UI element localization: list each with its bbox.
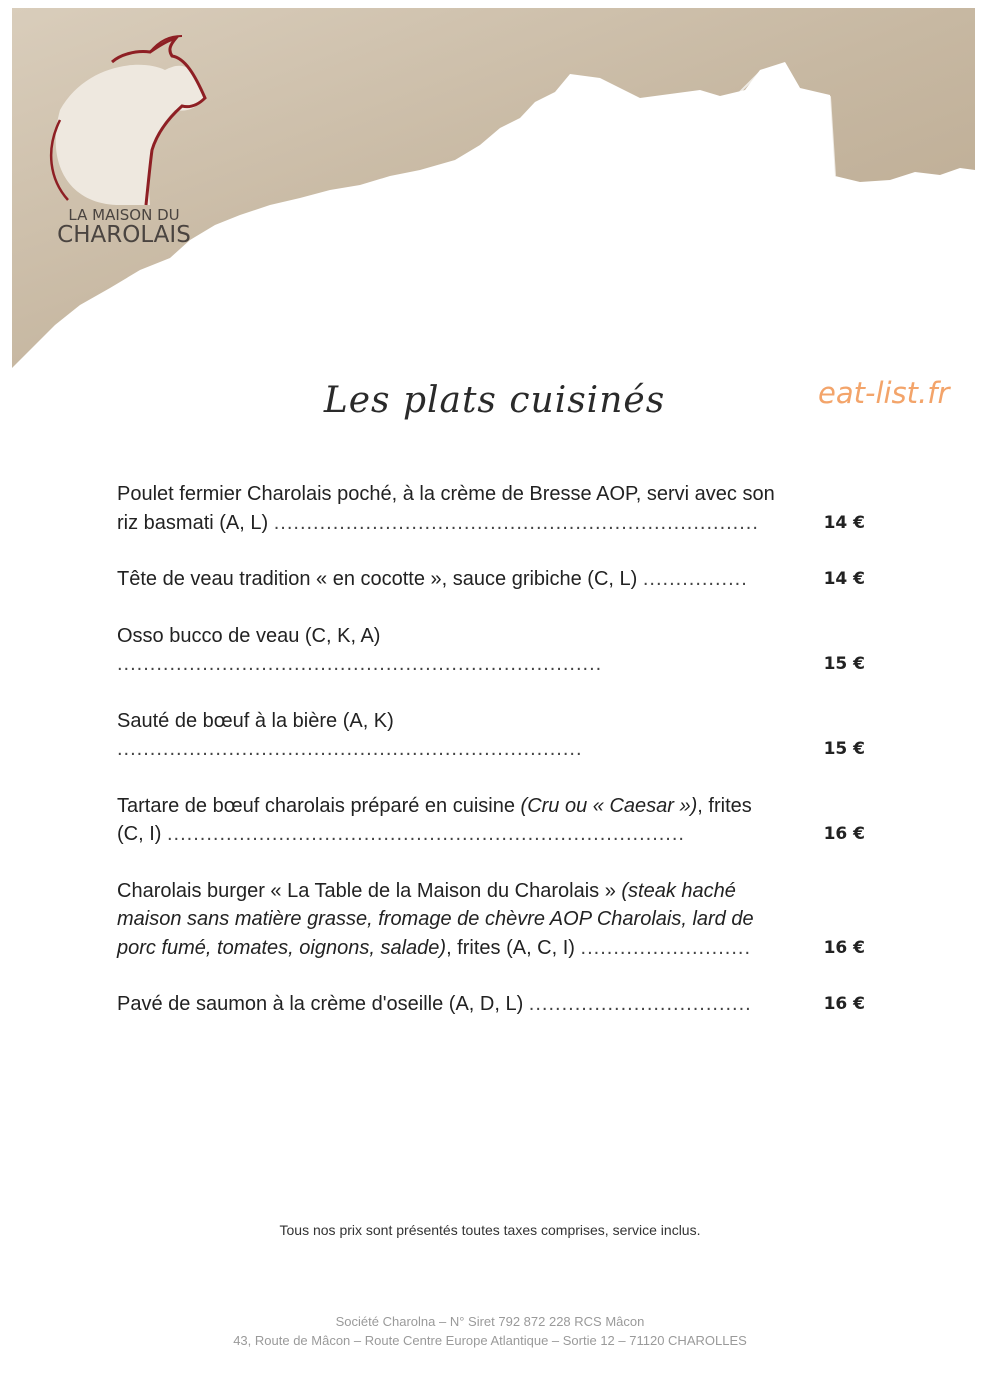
dish-sides: , frites (A, C, I) xyxy=(446,936,575,959)
menu-item xyxy=(117,990,877,1019)
menu-list xyxy=(117,480,877,1047)
dot-leader: .......................................................................... xyxy=(273,511,759,534)
watermark-text: eat-list.fr xyxy=(818,376,950,410)
footer xyxy=(0,1312,980,1350)
dish-price: 16 € xyxy=(823,824,865,844)
page-title: Les plats cuisinés xyxy=(323,380,666,421)
logo-line-1: LA MAISON DU xyxy=(68,206,180,224)
dish-name: Osso bucco de veau (C, K, A) xyxy=(117,624,381,647)
dish-price: 16 € xyxy=(823,937,865,958)
dish-description: (Cru ou « Caesar ») xyxy=(520,794,698,817)
menu-item xyxy=(117,480,877,537)
dot-leader: ............................................................................... xyxy=(167,823,685,845)
menu-item xyxy=(117,877,877,963)
dot-leader: .......................... xyxy=(580,936,752,959)
dish-name: Tête de veau tradition « en cocotte », sauce gribiche (C, L) xyxy=(117,568,638,590)
dish-name: Poulet fermier Charolais poché, à la crème de Bresse AOP, servi avec son riz basmati (A, L) xyxy=(117,483,775,534)
dish-name: Sauté de bœuf à la bière (A, K) xyxy=(117,709,394,732)
dish-price: 14 € xyxy=(823,512,865,533)
menu-item xyxy=(117,792,877,849)
footer-company-line: Société Charolna – N° Siret 792 872 228 RCS Mâcon xyxy=(335,1314,645,1329)
dish-sides: , frites (C, I) xyxy=(117,794,752,845)
tax-note: Tous nos prix sont présentés toutes taxes comprises, service inclus. xyxy=(279,1222,701,1238)
dot-leader: .................................. xyxy=(528,993,752,1015)
dish-price: 15 € xyxy=(823,739,865,759)
dot-leader: .......................................................................... xyxy=(117,653,603,675)
dish-price: 16 € xyxy=(823,994,865,1014)
header-decoration xyxy=(0,0,989,380)
menu-item xyxy=(117,565,877,594)
dish-name: Charolais burger « La Table de la Maison du Charolais » xyxy=(117,879,622,902)
menu-item xyxy=(117,622,877,679)
dot-leader: ................ xyxy=(642,568,748,590)
footer-address-line: 43, Route de Mâcon – Route Centre Europe Atlantique – Sortie 12 – 71120 CHAROLLES xyxy=(233,1333,747,1348)
dot-leader: ....................................................................... xyxy=(117,738,583,760)
logo-line-2: CHAROLAIS xyxy=(57,222,191,248)
dish-name: Tartare de bœuf charolais préparé en cuisine xyxy=(117,794,521,817)
dish-price: 14 € xyxy=(823,569,865,589)
dish-price: 15 € xyxy=(823,654,865,674)
dish-description: (steak haché maison sans matière grasse, fromage de chèvre AOP Charolais, lard de porc fumé, tomates, oignons, salade) xyxy=(117,879,754,959)
torn-paper-background xyxy=(12,8,975,368)
menu-item xyxy=(117,707,877,764)
dish-name: Pavé de saumon à la crème d'oseille (A, D, L) xyxy=(117,993,524,1015)
